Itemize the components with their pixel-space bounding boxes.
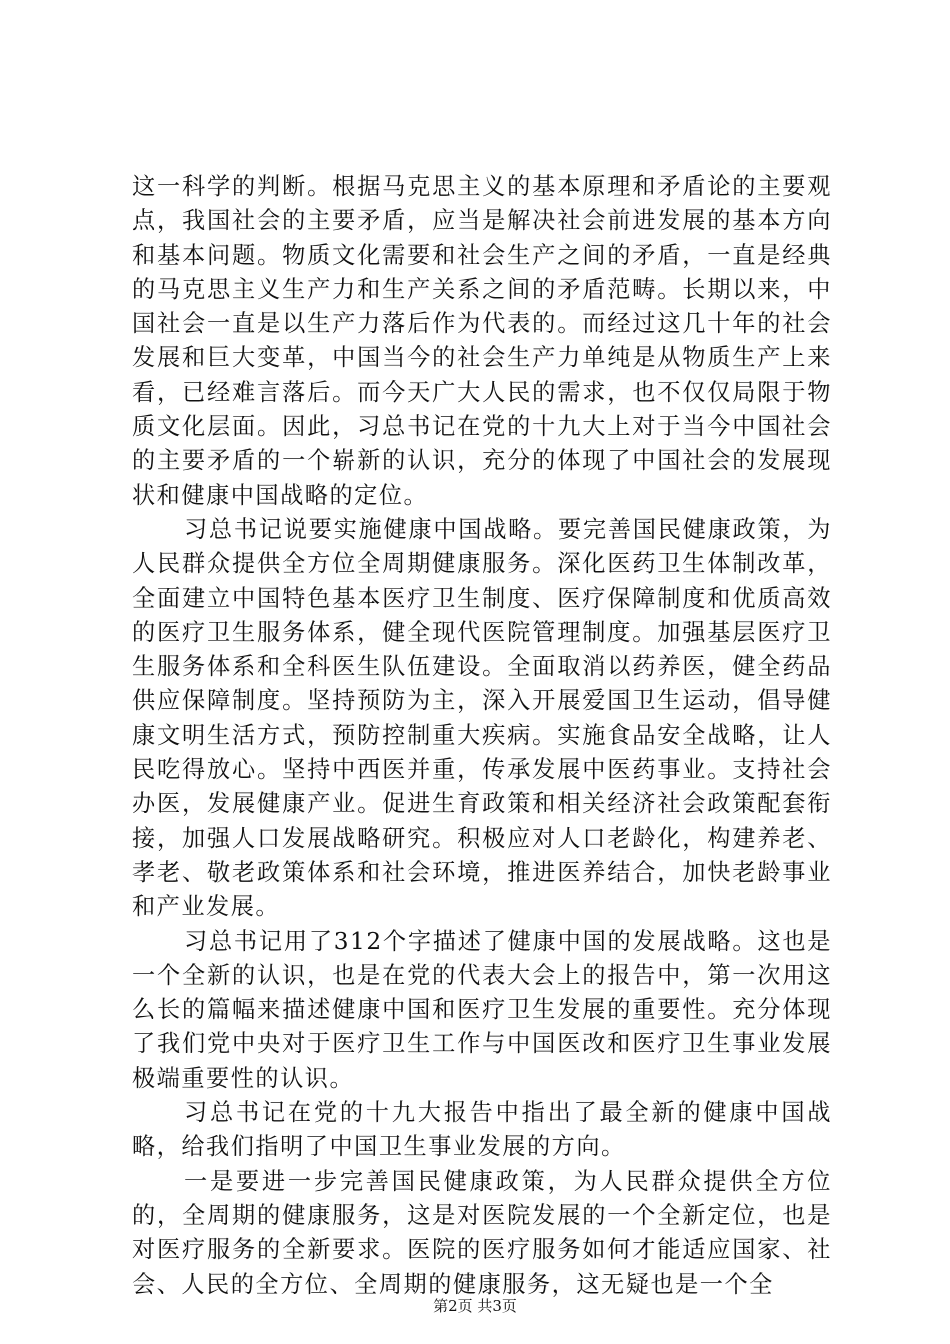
paragraph-1: 这一科学的判断。根据马克思主义的基本原理和矛盾论的主要观点，我国社会的主要矛盾，应当是解决社会前进发展的基本方向和基本问题。物质文化需要和社会生产之间的矛盾，一直是经典的马克思主义生产力和生产关系之间的矛盾范畴。长期以来，中国社会一直是以生产力落后作为代表的。而经过这几十年的社会发展和巨大变革，中国当今的社会生产力单纯是从物质生产上来看，已经难言落后。而今天广大人民的需求，也不仅仅局限于物质文化层面。因此，习总书记在党的十九大上对于当今中国社会的主要矛盾的一个崭新的认识，充分的体现了中国社会的发展现状和健康中国战略的定位。 [132, 173, 832, 509]
page-number-footer: 第2页 共3页 [433, 1297, 517, 1315]
paragraph-4: 习总书记在党的十九大报告中指出了最全新的健康中国战略，给我们指明了中国卫生事业发展的方向。 [132, 1099, 832, 1161]
paragraph-2: 习总书记说要实施健康中国战略。要完善国民健康政策，为人民群众提供全方位全周期健康服务。深化医药卫生体制改革，全面建立中国特色基本医疗卫生制度、医疗保障制度和优质高效的医疗卫生服务体系，健全现代医院管理制度。加强基层医疗卫生服务体系和全科医生队伍建设。全面取消以药养医，健全药品供应保障制度。坚持预防为主，深入开展爱国卫生运动，倡导健康文明生活方式，预防控制重大疾病。实施食品安全战略，让人民吃得放心。坚持中西医并重，传承发展中医药事业。支持社会办医，发展健康产业。促进生育政策和相关经济社会政策配套衔接，加强人口发展战略研究。积极应对人口老龄化，构建养老、孝老、敬老政策体系和社会环境，推进医养结合，加快老龄事业和产业发展。 [132, 515, 832, 921]
paragraph-3: 习总书记用了312个字描述了健康中国的发展战略。这也是一个全新的认识，也是在党的代表大会上的报告中，第一次用这么长的篇幅来描述健康中国和医疗卫生发展的重要性。充分体现了我们党中央对于医疗卫生工作与中国医改和医疗卫生事业发展极端重要性的认识。 [132, 927, 832, 1092]
paragraph-5: 一是要进一步完善国民健康政策，为人民群众提供全方位的，全周期的健康服务，这是对医院发展的一个全新定位，也是对医疗服务的全新要求。医院的医疗服务如何才能适应国家、社会、人民的全方位、全周期的健康服务，这无疑也是一个全 [132, 1167, 832, 1298]
body-text [132, 170, 832, 1302]
